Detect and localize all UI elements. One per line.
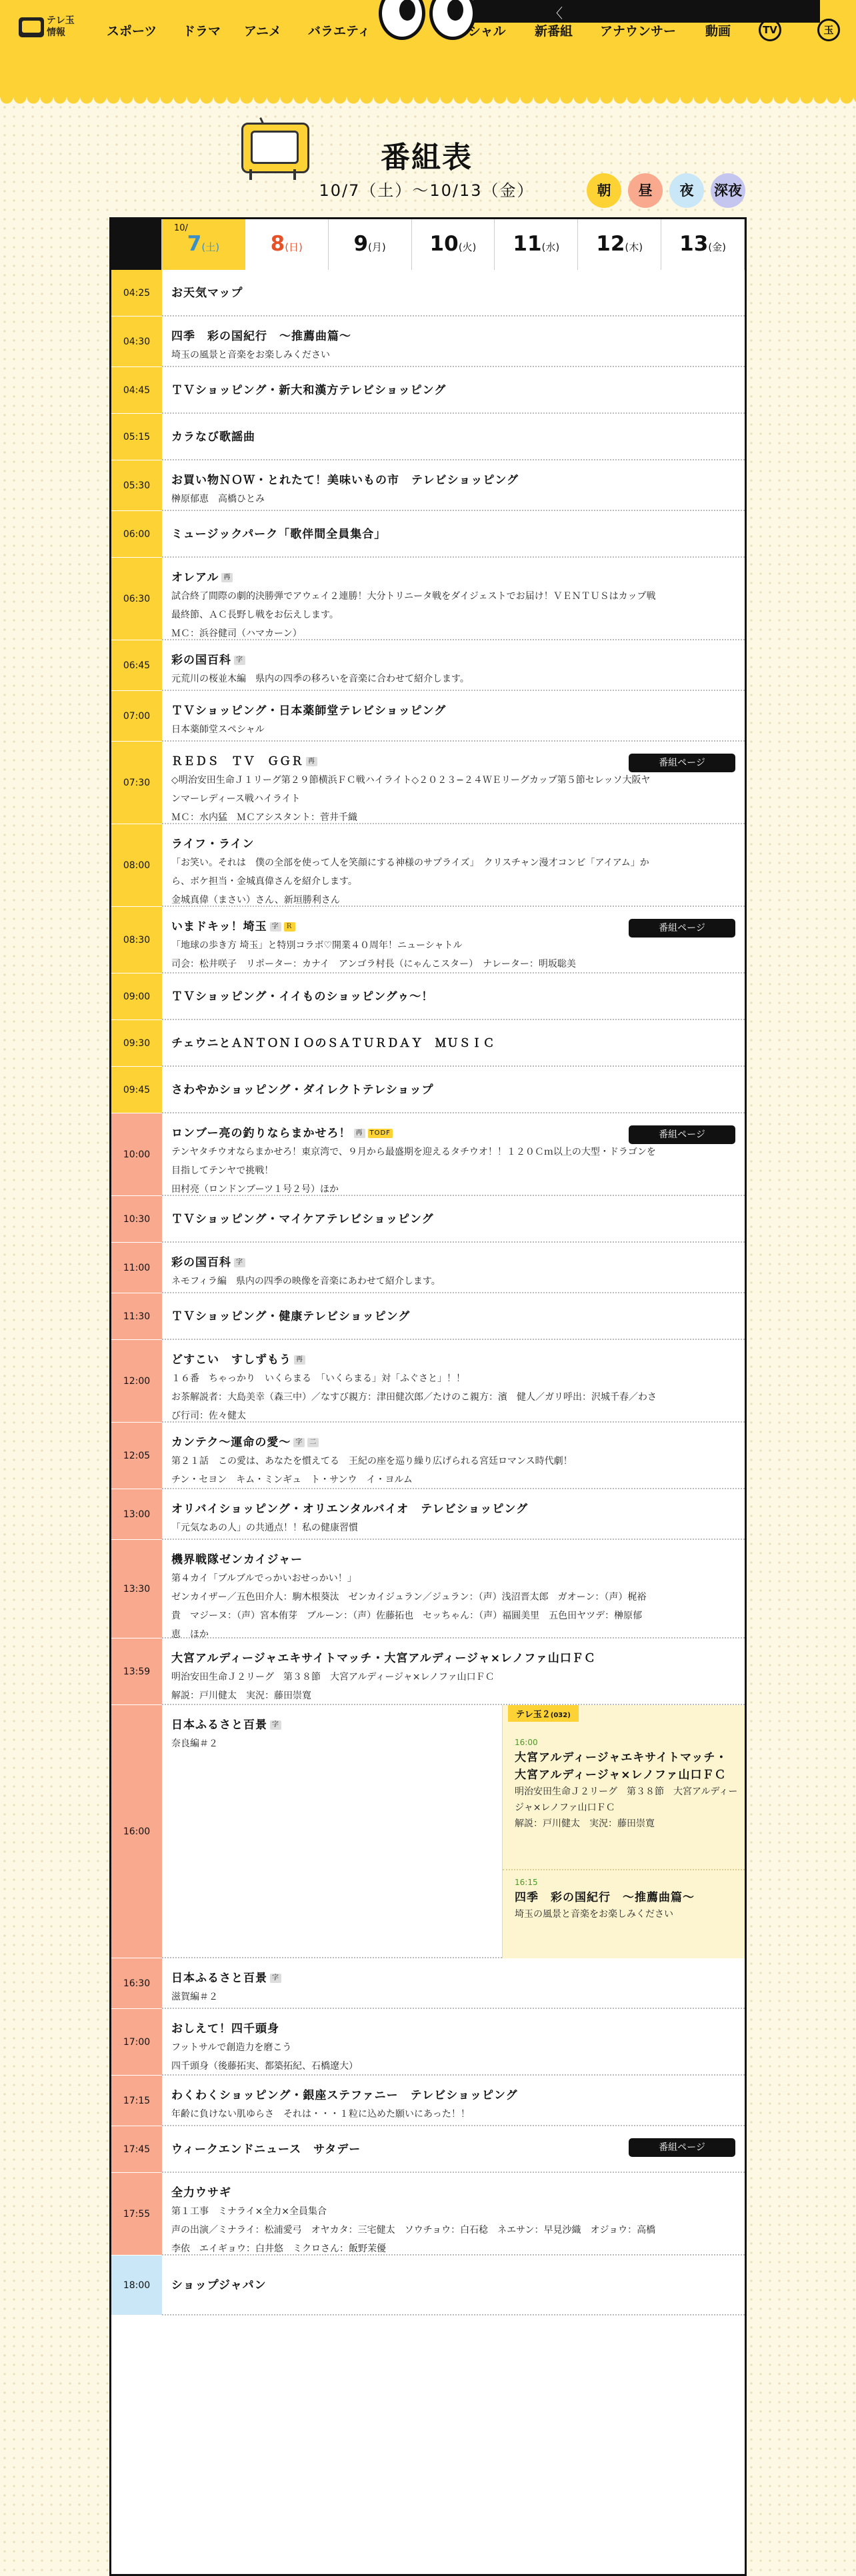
program-title-text: ショップジャパン xyxy=(171,2279,267,2292)
day-weekday: (月) xyxy=(368,241,386,253)
program-title-text: 四季 彩の国紀行 〜推薦曲篇〜 xyxy=(171,330,351,343)
program-row[interactable] xyxy=(162,1243,745,1293)
program-row[interactable] xyxy=(162,1293,745,1340)
nav-new-programs[interactable]: 新番組 xyxy=(535,24,573,39)
program-title-text: ＴＶショッピング・イイものショッピングゥ〜！ xyxy=(171,990,434,1003)
program-row[interactable] xyxy=(162,1113,745,1196)
day-tab-13[interactable] xyxy=(661,219,745,270)
program-time: 17:15 xyxy=(111,2076,162,2126)
logo-text: テレ玉 情報 xyxy=(47,15,75,38)
tv-mascot-icon xyxy=(235,117,315,181)
subchannel-item-time: 16:00 xyxy=(515,1738,538,1747)
program-row[interactable] xyxy=(162,1489,745,1540)
date-range: 10/7（土）〜10/13（金） xyxy=(319,181,535,200)
program-tag: 字 xyxy=(234,1258,245,1267)
program-desc: 貴 マジーヌ：（声）宮本侑芽 ブルーン：（声）佐藤拓也 セッちゃん：（声）福圓美里 五色田ヤツデ：榊原郁 xyxy=(171,1610,643,1621)
day-tab-10[interactable] xyxy=(412,219,495,270)
program-title-text: 日本ふるさと百景 xyxy=(171,1718,267,1732)
program-page-button[interactable]: 番組ページ xyxy=(629,919,735,938)
program-desc: 明治安田生命Ｊ２リーグ 第３８節 大宮アルディージャ×レノファ山口ＦＣ xyxy=(171,1672,495,1682)
program-desc: 第４カイ「ブルブルでっかいおせっかい！」 xyxy=(171,1573,357,1584)
program-title-text: ライフ・ライン xyxy=(171,838,255,851)
program-row[interactable] xyxy=(162,1638,745,1705)
program-tag: 再 xyxy=(306,757,317,766)
program-title-text: 日本ふるさと百景 xyxy=(171,1972,267,1985)
program-title[interactable] xyxy=(171,1255,735,1271)
program-tag: 字 xyxy=(234,656,245,665)
tv-logo-icon xyxy=(19,17,44,37)
program-title-text: チェウニとＡＮＴＯＮＩＯのＳＡＴＵＲＤＡＹ ＭＵＳＩＣ xyxy=(171,1037,495,1050)
program-time: 11:30 xyxy=(111,1293,162,1340)
program-time: 16:00 xyxy=(111,1705,162,1958)
program-time: 06:45 xyxy=(111,640,162,691)
program-title[interactable] xyxy=(171,1211,735,1227)
nav-announcer[interactable]: アナウンサー xyxy=(600,24,677,39)
program-tag: 二 xyxy=(307,1438,319,1447)
day-weekday: (土) xyxy=(201,241,220,253)
program-page-button[interactable]: 番組ページ xyxy=(629,2138,735,2157)
program-desc: 恵 ほか xyxy=(171,1629,209,1640)
program-row[interactable] xyxy=(162,1705,745,1958)
program-desc: 榊原郁恵 高橋ひとみ xyxy=(171,494,265,504)
program-row[interactable] xyxy=(162,460,745,511)
program-desc: テンヤタチウオならまかせろ！東京湾で、９月から最盛期を迎えるタチウオ！！１２０Ｃｍ以上の大型・ドラゴンを xyxy=(171,1147,656,1157)
program-time: 09:00 xyxy=(111,973,162,1020)
program-tag: 字 xyxy=(270,922,281,932)
day-number: 10(火) xyxy=(429,232,477,256)
subchannel-item-desc: 明治安田生命Ｊ２リーグ 第３８節 大宮アルディージャ×レノファ山口ＦＣ xyxy=(515,1786,738,1813)
program-title-text: ウィークエンドニュース サタデー xyxy=(171,2143,361,2156)
program-title-text: 彩の国百科 xyxy=(171,654,231,667)
subchannel-item-time: 16:15 xyxy=(515,1878,538,1887)
program-time: 10:30 xyxy=(111,1196,162,1243)
program-title[interactable] xyxy=(171,1650,735,1666)
program-row[interactable] xyxy=(162,367,745,414)
tod-1[interactable]: 昼 xyxy=(628,173,663,208)
program-row[interactable] xyxy=(162,1423,745,1489)
program-desc: ら、ボケ担当・金城真偉さんを紹介します。 xyxy=(171,876,357,887)
program-row[interactable] xyxy=(162,691,745,742)
program-desc: ＭＣ：浜谷健司（ハマカーン） xyxy=(171,628,302,639)
site-header xyxy=(0,0,856,97)
program-time: 08:00 xyxy=(111,824,162,907)
program-title-text: 全力ウサギ xyxy=(171,2186,231,2200)
program-row[interactable] xyxy=(162,973,745,1020)
program-desc: 金城真偉（まさい）さん、新垣勝利さん xyxy=(171,895,340,906)
program-row[interactable] xyxy=(162,1067,745,1113)
program-desc: 四千頭身（後藤拓実、都築拓紀、石橋遼大） xyxy=(171,2061,358,2072)
program-tag: TODF xyxy=(368,1129,393,1138)
program-desc: 田村亮（ロンドンブーツ１号２号）ほか xyxy=(171,1184,339,1195)
day-header-blank xyxy=(111,219,162,270)
subchannel-name: テレ玉２ xyxy=(516,1710,551,1720)
program-row[interactable] xyxy=(162,742,745,824)
program-desc: 埼玉の風景と音楽をお楽しみください xyxy=(171,350,330,360)
program-row[interactable] xyxy=(162,511,745,558)
subchannel-item[interactable] xyxy=(515,1736,738,1832)
day-tab-7[interactable] xyxy=(162,219,245,270)
program-tag: 再 xyxy=(354,1129,365,1138)
schedule-table xyxy=(109,217,747,2576)
nav-anime[interactable]: アニメ xyxy=(244,24,282,39)
program-desc: ＭＣ：水内猛 ＭＣアシスタント：菅井千織 xyxy=(171,812,358,823)
nav-sports[interactable]: スポーツ xyxy=(107,24,157,39)
program-page-button[interactable]: 番組ページ xyxy=(629,1125,735,1144)
program-tag: 字 xyxy=(270,1974,281,1983)
program-title-text: オリバイショッピング・オリエンタルバイオ テレビショッピング xyxy=(171,1503,529,1516)
program-desc: ネモフィラ編 県内の四季の映像を音楽にあわせて紹介します。 xyxy=(171,1276,441,1287)
nav-special[interactable]: シャル xyxy=(468,24,506,39)
program-row[interactable] xyxy=(162,270,745,317)
program-row[interactable] xyxy=(162,2126,745,2173)
day-weekday: (火) xyxy=(458,241,477,253)
day-tab-11[interactable] xyxy=(495,219,578,270)
program-time: 13:59 xyxy=(111,1638,162,1705)
program-title[interactable] xyxy=(171,836,735,852)
program-desc: 李依 エイギョウ：白井悠 ミクロさん：飯野茉優 xyxy=(171,2244,386,2254)
program-title[interactable] xyxy=(171,2185,735,2201)
day-tab-9[interactable] xyxy=(329,219,412,270)
subchannel-panel xyxy=(502,1705,745,1958)
program-desc: チン・セヨン キム・ミンギュ ト・サンウ イ・ヨルム xyxy=(171,1475,413,1485)
program-time: 10:00 xyxy=(111,1113,162,1196)
program-row[interactable] xyxy=(162,414,745,460)
program-row[interactable] xyxy=(162,1958,745,2009)
program-title[interactable] xyxy=(171,2277,735,2293)
program-desc: 日本薬師堂スペシャル xyxy=(171,724,265,735)
program-desc: 最終節、ＡＣ長野し戦をお伝えします。 xyxy=(171,610,339,620)
program-time: 04:45 xyxy=(111,367,162,414)
mascot-eyes xyxy=(379,0,479,40)
program-tag: Ｒ xyxy=(284,922,295,932)
program-desc: 滋賀編＃２ xyxy=(171,1992,218,2002)
tod-2[interactable]: 夜 xyxy=(669,173,704,208)
program-time: 04:30 xyxy=(111,317,162,367)
page-title: 番組表 xyxy=(381,141,473,175)
program-time: 05:30 xyxy=(111,460,162,511)
program-title[interactable] xyxy=(171,328,735,344)
program-title-text: いまドキッ！埼玉 xyxy=(171,920,267,934)
program-title-text: ＴＶショッピング・日本薬師堂テレビショッピング xyxy=(171,704,447,718)
day-tab-12[interactable] xyxy=(578,219,661,270)
program-title-text: ＴＶショッピング・健康テレビショッピング xyxy=(171,1310,411,1323)
tama-icon[interactable]: 玉 xyxy=(817,19,840,41)
program-tag: 字 xyxy=(293,1438,305,1447)
program-title-text: ＲＥＤＳ ＴＶ ＧＧＲ xyxy=(171,755,303,768)
program-time: 07:00 xyxy=(111,691,162,742)
subchannel-divider xyxy=(503,1869,745,1870)
program-title-text: ロンブー亮の釣りならまかせろ！ xyxy=(171,1127,351,1140)
program-desc: ◇明治安田生命Ｊ１リーグ第２９節横浜ＦＣ戦ハイライト◇２０２３−２４ＷＥリーグカップ第５節セレッソ大阪ヤ xyxy=(171,775,651,786)
program-title-text: お買い物ＮＯＷ・とれたて！美味いもの市 テレビショッピング xyxy=(171,474,519,487)
program-title[interactable] xyxy=(171,382,735,398)
program-row[interactable] xyxy=(162,640,745,691)
program-time: 17:45 xyxy=(111,2126,162,2173)
program-tag: 再 xyxy=(294,1355,305,1365)
program-title[interactable] xyxy=(171,1435,735,1451)
day-number: 12(木) xyxy=(596,232,643,256)
program-time: 09:30 xyxy=(111,1020,162,1067)
program-desc: 「お笑い。それは 僕の全部を使って人を笑顔にする神様のサプライズ」 クリスチャン漫才コンビ「アイアム」か xyxy=(171,858,649,868)
day-tab-8[interactable] xyxy=(245,219,329,270)
program-time: 04:25 xyxy=(111,270,162,317)
program-row[interactable] xyxy=(162,2173,745,2255)
tod-3[interactable]: 深夜 xyxy=(711,173,745,208)
program-desc: 目指してテンヤで挑戦！ xyxy=(171,1165,274,1176)
program-title-text: 大宮アルディージャエキサイトマッチ・大宮アルディージャ×レノファ山口ＦＣ xyxy=(171,1652,596,1665)
program-desc: 年齢に負けない肌ゆらさ それは・・・１粒に込めた願いにあった！！ xyxy=(171,2109,470,2120)
program-title[interactable] xyxy=(171,703,735,719)
nav-variety[interactable]: バラエティ xyxy=(308,24,371,39)
day-weekday: (木) xyxy=(625,241,643,253)
program-title[interactable] xyxy=(171,526,735,542)
program-desc: 元荒川の桜並木編 県内の四季の移ろいを音楽に合わせて紹介します。 xyxy=(171,674,469,684)
program-row[interactable] xyxy=(162,2076,745,2126)
program-row[interactable] xyxy=(162,317,745,367)
program-time: 18:00 xyxy=(111,2255,162,2315)
program-desc: び行司：佐々健太 xyxy=(171,1411,246,1421)
day-number: 8(日) xyxy=(270,232,303,256)
program-title-text: さわやかショッピング・ダイレクトテレショップ xyxy=(171,1083,434,1097)
program-title[interactable] xyxy=(171,989,735,1005)
program-desc: フットサルで創造力を磨こう xyxy=(171,2042,292,2053)
program-title[interactable] xyxy=(171,1035,735,1051)
program-time: 16:30 xyxy=(111,1958,162,2009)
left-eye-icon xyxy=(379,0,425,40)
day-weekday: (水) xyxy=(541,241,560,253)
program-row[interactable] xyxy=(162,907,745,973)
tod-0[interactable]: 朝 xyxy=(587,173,621,208)
program-title[interactable] xyxy=(171,1352,735,1368)
day-number: 7(土) xyxy=(187,232,220,256)
day-month: 10/ xyxy=(174,223,188,233)
nav-video[interactable]: 動画 xyxy=(705,24,731,39)
program-page-button[interactable]: 番組ページ xyxy=(629,754,735,772)
day-weekday: (日) xyxy=(285,241,303,253)
day-number: 9(月) xyxy=(353,232,386,256)
program-title-text: わくわくショッピング・銀座ステファニー テレビショッピング xyxy=(171,2089,518,2102)
program-time: 13:30 xyxy=(111,1540,162,1638)
program-title-text: ＴＶショッピング・新大和漢方テレビショッピング xyxy=(171,384,447,397)
program-desc: 解説：戸川健太 実況：藤田崇寛 xyxy=(171,1690,311,1701)
program-row[interactable] xyxy=(162,1340,745,1423)
program-row[interactable] xyxy=(162,1020,745,1067)
program-time: 07:30 xyxy=(111,742,162,824)
program-title-text: カンテク〜運命の愛〜 xyxy=(171,1436,291,1449)
program-row[interactable] xyxy=(162,824,745,907)
program-time: 11:00 xyxy=(111,1243,162,1293)
program-title[interactable] xyxy=(171,285,735,301)
program-tag: 再 xyxy=(221,573,233,582)
program-time: 09:45 xyxy=(111,1067,162,1113)
program-title[interactable] xyxy=(171,570,735,586)
program-row[interactable] xyxy=(162,1196,745,1243)
program-title[interactable] xyxy=(171,652,735,668)
program-time: 13:00 xyxy=(111,1489,162,1540)
program-title[interactable] xyxy=(171,2021,735,2037)
subchannel-item-desc: 解説：戸川健太 実況：藤田崇寛 xyxy=(515,1818,655,1829)
program-time: 12:00 xyxy=(111,1340,162,1423)
subchannel-item-desc: 埼玉の風景と音楽をお楽しみください xyxy=(515,1909,673,1920)
subchannel-item[interactable] xyxy=(515,1876,738,1922)
subchannel-item-title: 四季 彩の国紀行 〜推薦曲篇〜 xyxy=(515,1891,695,1904)
program-time: 06:00 xyxy=(111,511,162,558)
program-desc: 「地球の歩き方 埼玉」と特別コラボ♡開業４０周年！ニューシャトル xyxy=(171,940,463,951)
program-title[interactable] xyxy=(171,2088,735,2104)
program-title-text: カラなび歌謡曲 xyxy=(171,430,255,444)
program-row[interactable] xyxy=(162,1540,745,1638)
site-logo[interactable] xyxy=(19,11,89,41)
back-arrow-icon[interactable]: 〈 xyxy=(549,5,563,21)
program-title[interactable] xyxy=(171,472,735,488)
program-time: 12:05 xyxy=(111,1423,162,1489)
program-time: 17:55 xyxy=(111,2173,162,2255)
program-title-text: 機界戦隊ゼンカイジャー xyxy=(171,1553,303,1567)
program-row[interactable] xyxy=(162,2255,745,2315)
program-desc: 奈良編＃２ xyxy=(171,1738,218,1749)
program-desc: ゼンカイザー／五色田介人：駒木根葵汰 ゼンカイジュラン／ジュラン：（声）浅沼晋太郎 ガオーン：（声）梶裕 xyxy=(171,1592,647,1603)
program-row[interactable] xyxy=(162,2009,745,2076)
subchannel-item-title: 大宮アルディージャエキサイトマッチ・大宮アルディージャ×レノファ山口ＦＣ xyxy=(515,1751,728,1782)
program-desc: 第１工事 ミナライ×全力×全員集合 xyxy=(171,2206,327,2217)
program-title[interactable] xyxy=(171,1970,735,1986)
program-desc: 声の出演／ミナライ：松浦愛弓 オヤカタ：三宅健太 ソウチョウ：白石稔 ネエサン：早見沙織 オジョウ：高橋 xyxy=(171,2225,656,2236)
program-title-text: おしえて！四千頭身 xyxy=(171,2022,279,2036)
program-time: 08:30 xyxy=(111,907,162,973)
day-number: 13(金) xyxy=(679,232,726,256)
subchannel-number: (032) xyxy=(550,1712,571,1719)
program-title[interactable] xyxy=(171,1552,735,1568)
program-title-text: ＴＶショッピング・マイケアテレビショッピング xyxy=(171,1213,434,1226)
program-title[interactable] xyxy=(171,429,735,445)
program-title[interactable] xyxy=(171,1501,735,1517)
day-weekday: (金) xyxy=(708,241,726,253)
program-desc: 第２１話 この愛は、あなたを慣えてる 王紀の座を巡り繰り広げられる宮廷ロマンス時代劇！ xyxy=(171,1456,573,1467)
program-title-text: 彩の国百科 xyxy=(171,1256,231,1269)
program-title-text: お天気マップ xyxy=(171,287,243,300)
day-number: 11(水) xyxy=(513,232,560,256)
program-desc: １６番 ちゃっかり いくらまる 「いくらまる」対「ふぐさと」！！ xyxy=(171,1373,465,1384)
program-desc: 「元気なあの人」の共通点！！私の健康習慣 xyxy=(171,1523,358,1533)
program-title-text: どすこい すしずもう xyxy=(171,1353,291,1367)
program-title[interactable] xyxy=(171,1082,735,1098)
program-time: 05:15 xyxy=(111,414,162,460)
program-desc: 試合終了間際の劇的決勝弾でアウェイ２連勝！大分トリニータ戦をダイジェストでお届け！ＶＥＮＴＵＳはカップ戦 xyxy=(171,591,656,602)
program-time: 17:00 xyxy=(111,2009,162,2076)
program-desc: ンマーレディース戦ハイライト xyxy=(171,794,301,804)
nav-drama[interactable]: ドラマ xyxy=(183,24,221,39)
program-title[interactable] xyxy=(171,1309,735,1325)
subchannel-label xyxy=(508,1705,579,1722)
program-time: 06:30 xyxy=(111,558,162,640)
program-tag: 字 xyxy=(270,1720,281,1730)
program-row[interactable] xyxy=(162,558,745,640)
program-desc: お茶解説者：大島美幸（森三中）／なすび親方：津田健次郎／たけのこ親方：濱 健人／ガリ呼出：沢城千春／わさ xyxy=(171,1392,657,1403)
tv-icon[interactable]: TV xyxy=(759,19,781,41)
program-title-text: ミュージックパーク「歌伴間全員集合」 xyxy=(171,528,387,541)
program-title-text: オレアル xyxy=(171,571,219,584)
program-desc: 司会：松井咲子 リポーター：カナイ アンゴラ村長（にゃんこスター） ナレーター：明坂聡美 xyxy=(171,959,576,969)
